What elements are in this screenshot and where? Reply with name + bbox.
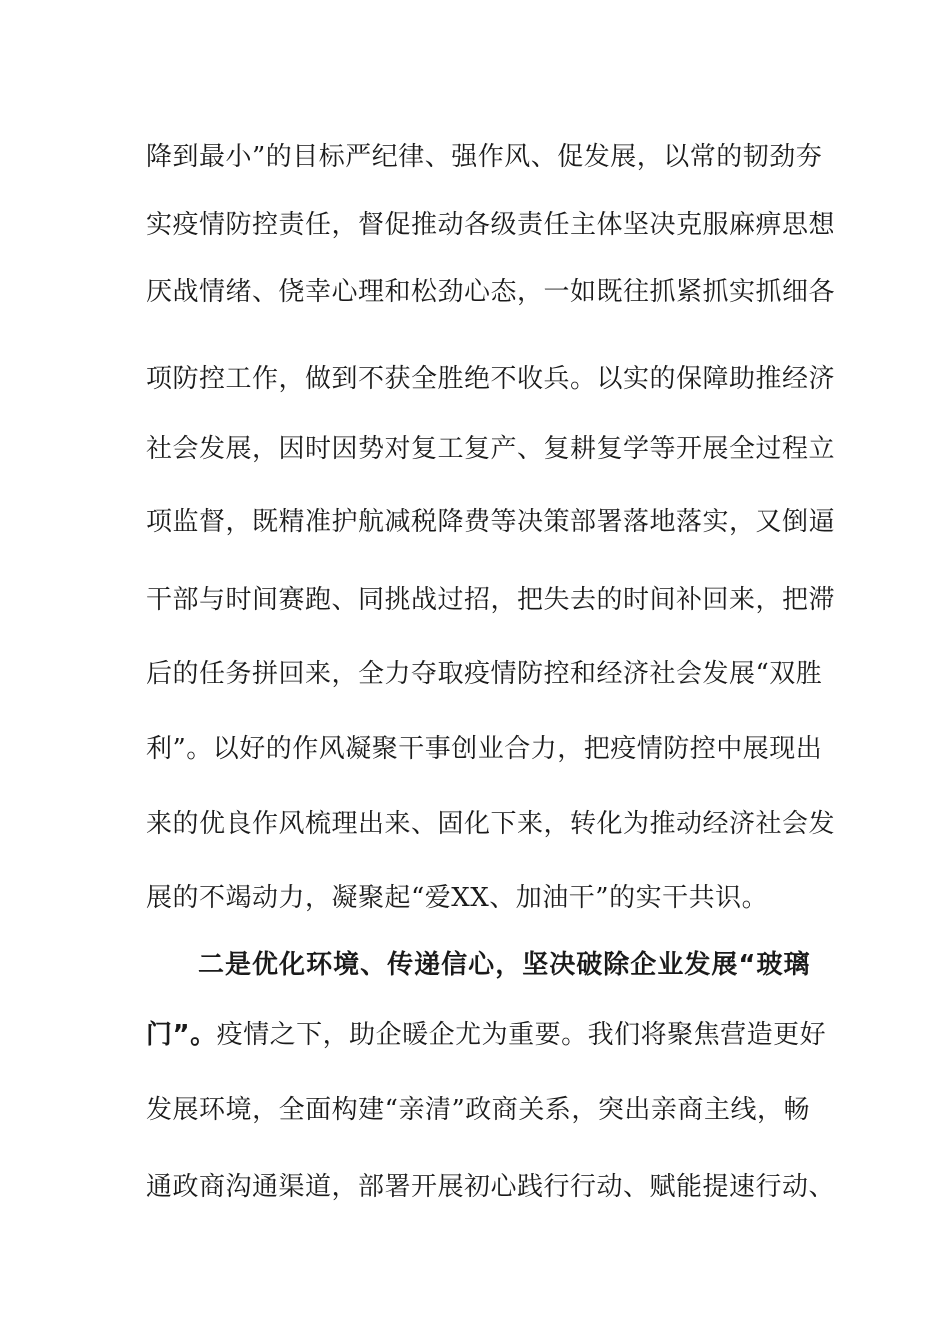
text-line-9: 利”。以好的作风凝聚干事创业合力，把疫情防控中展现出: [146, 734, 823, 764]
text-line-13-rest: 疫情之下，助企暖企尤为重要。我们将聚焦营造更好: [216, 1020, 827, 1050]
text-line-1: 降到最小”的目标严纪律、强作风、促发展，以常的韧劲夯: [146, 142, 823, 172]
text-line-6: 项监督，既精准护航减税降费等决策部署落地落实，又倒逼: [146, 507, 836, 537]
text-line-3: 厌战情绪、侥幸心理和松劲心态，一如既往抓紧抓实抓细各: [146, 277, 836, 307]
heading-continuation: 门”。: [146, 1020, 217, 1050]
text-line-11: 展的不竭动力，凝聚起“爱XX、加油干”的实干共识。: [146, 883, 769, 913]
text-line-5: 社会发展，因时因势对复工复产、复耕复学等开展全过程立: [146, 434, 836, 464]
text-line-13: [146, 1015, 827, 1055]
text-line-14: 发展环境，全面构建“亲清”政商关系，突出亲商主线，畅: [146, 1095, 810, 1125]
text-line-4: 项防控工作，做到不获全胜绝不收兵。以实的保障助推经济: [146, 364, 836, 394]
text-line-8: 后的任务拼回来，全力夺取疫情防控和经济社会发展“双胜: [146, 659, 823, 689]
section-heading: 二是优化环境、传递信心，坚决破除企业发展“玻璃: [198, 950, 810, 980]
text-line-15: 通政商沟通渠道，部署开展初心践行行动、赋能提速行动、: [146, 1172, 836, 1202]
text-line-2: 实疫情防控责任，督促推动各级责任主体坚决克服麻痹思想: [146, 210, 836, 240]
text-line-7: 干部与时间赛跑、同挑战过招，把失去的时间补回来，把滞: [146, 585, 836, 615]
text-line-10: 来的优良作风梳理出来、固化下来，转化为推动经济社会发: [146, 809, 836, 839]
